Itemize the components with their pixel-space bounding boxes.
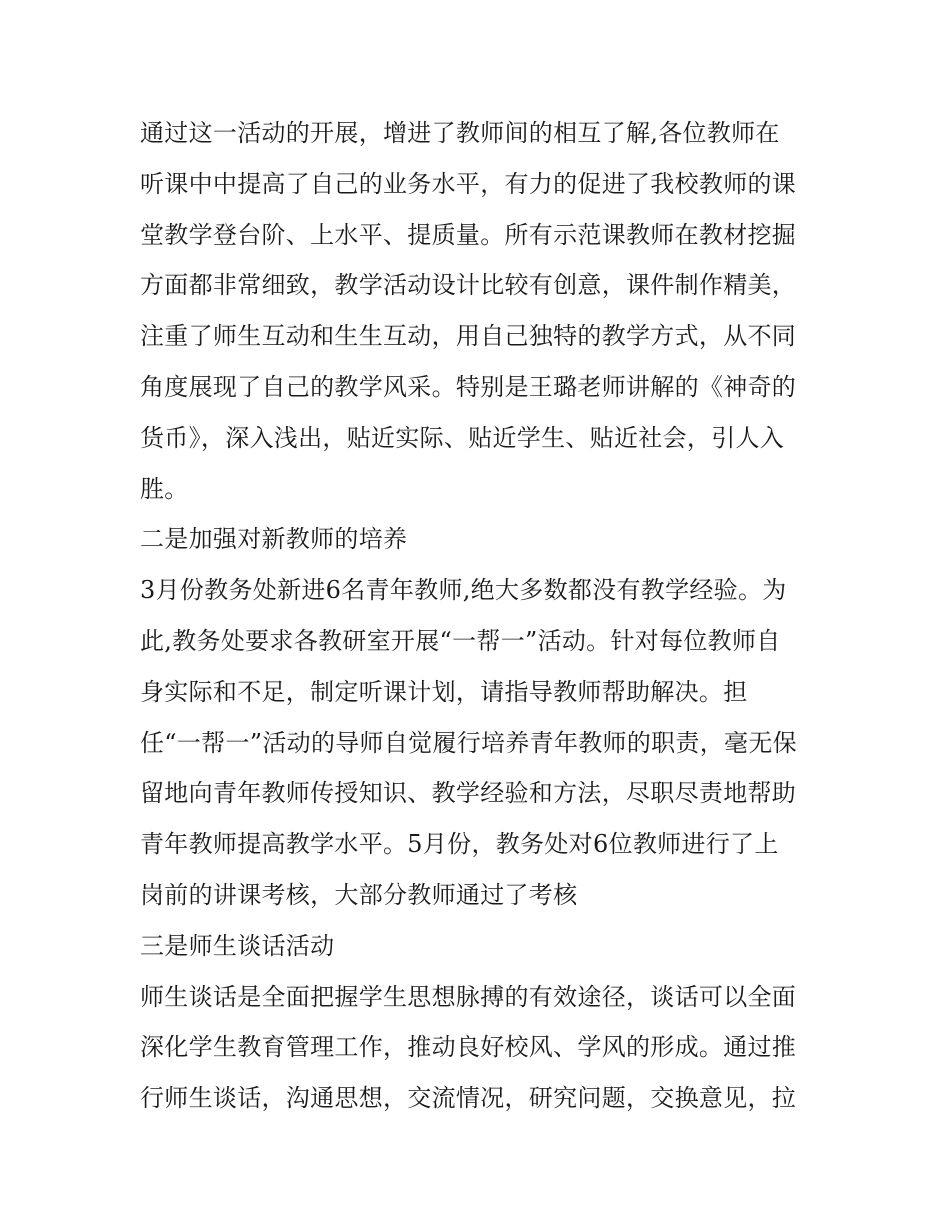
- text-line: 通过这一活动的开展，增进了教师间的相互了解,各位教师在: [140, 119, 780, 147]
- text-line: 胜。: [140, 474, 189, 503]
- text-line: 货币》，深入浅出，贴近实际、贴近学生、贴近社会，引人入: [140, 423, 785, 452]
- section-heading: 三是师生谈话活动: [140, 931, 335, 960]
- text-line: 深化学生教育管理工作，推动良好校风、学风的形成。通过推: [140, 1033, 797, 1062]
- document-body: [140, 108, 840, 1124]
- text-line: 岗前的讲课考核，大部分教师通过了考核: [140, 880, 578, 909]
- text-line: 身实际和不足，制定听课计划，请指导教师帮助解决。担: [140, 677, 748, 706]
- text-line: 堂教学登台阶、上水平、提质量。所有示范课教师在教材挖掘: [140, 220, 797, 249]
- text-line: 3月份教务处新进6名青年教师,绝大多数都没有教学经验。为: [140, 576, 787, 605]
- text-line: 行师生谈话，沟通思想，交流情况，研究问题，交换意见，拉: [140, 1084, 797, 1113]
- text-line: 角度展现了自己的教学风采。特别是王璐老师讲解的《神奇的: [140, 372, 797, 401]
- text-line: 此,教务处要求各教研室开展“一帮一”活动。针对每位教师自: [140, 626, 781, 655]
- text-line: 注重了师生互动和生生互动，用自己独特的教学方式，从不同: [140, 322, 797, 351]
- section-heading: 二是加强对新教师的培养: [140, 525, 408, 554]
- text-line: 方面都非常细致，教学活动设计比较有创意，课件制作精美，: [140, 271, 797, 300]
- text-line: 青年教师提高教学水平。5月份，教务处对6位教师进行了上: [140, 830, 779, 859]
- text-line: 任“一帮一”活动的导师自觉履行培养青年教师的职责，毫无保: [140, 728, 797, 757]
- text-line: 师生谈话是全面把握学生思想脉搏的有效途径，谈话可以全面: [140, 982, 797, 1011]
- text-line: 留地向青年教师传授知识、教学经验和方法，尽职尽责地帮助: [140, 779, 797, 808]
- text-line: 听课中中提高了自己的业务水平，有力的促进了我校教师的课: [140, 169, 797, 198]
